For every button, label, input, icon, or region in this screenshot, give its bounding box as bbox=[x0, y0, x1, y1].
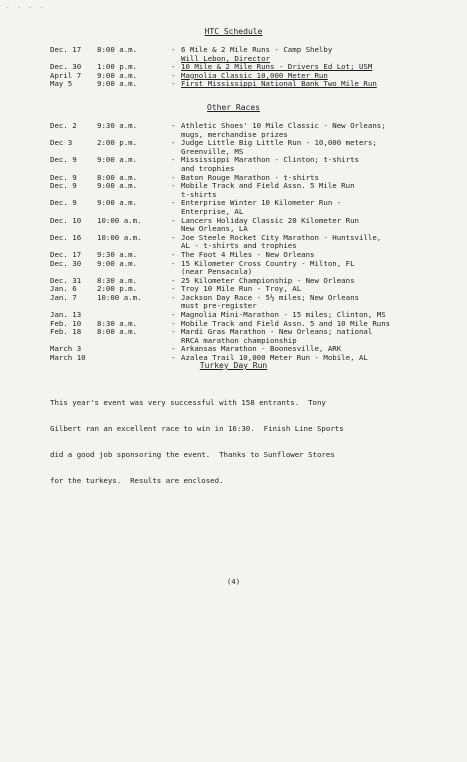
margin-specks: - - - - bbox=[6, 4, 46, 11]
row-time: 9:00 a.m. bbox=[97, 155, 138, 165]
row-description: Greenville, MS bbox=[181, 146, 244, 156]
row-dash: - bbox=[171, 292, 176, 302]
other-races-title: Other Races bbox=[207, 103, 260, 112]
row-description: Enterprise Winter 10 Kilometer Run - bbox=[181, 198, 342, 208]
row-description: mugs, merchandise prizes bbox=[181, 129, 288, 139]
other-races-list bbox=[50, 122, 467, 363]
row-description: Enterprise, AL bbox=[181, 206, 244, 216]
schedule-row bbox=[50, 182, 467, 191]
row-date: March 10 bbox=[50, 353, 86, 363]
row-date: Jan. 6 bbox=[50, 284, 77, 294]
row-description: First Mississippi National Bank Two Mile Run bbox=[181, 79, 377, 89]
row-time: 9:30 a.m. bbox=[97, 121, 138, 130]
row-date: Dec. 30 bbox=[50, 258, 82, 268]
row-description: Magnolia Mini-Marathon - 15 miles; Clinton, MS bbox=[181, 310, 386, 320]
row-dash: - bbox=[171, 327, 176, 337]
row-time: 10:00 a.m. bbox=[97, 232, 142, 242]
htc-schedule-title: HTC Schedule bbox=[204, 27, 263, 36]
row-dash: - bbox=[171, 284, 176, 294]
row-date: Jan. 13 bbox=[50, 310, 82, 320]
row-date: Dec. 17 bbox=[50, 45, 82, 54]
row-description: 10 Mile & 2 Mile Runs - Drivers Ed Lot; USM bbox=[181, 62, 373, 72]
row-dash: - bbox=[171, 232, 176, 242]
row-time: 9:00 a.m. bbox=[97, 181, 138, 191]
paragraph-line: This year's event was very successful with 158 entrants. Tony bbox=[50, 398, 326, 408]
row-time bbox=[97, 345, 171, 354]
row-dash: - bbox=[171, 121, 176, 130]
row-description: New Orleans, LA bbox=[181, 224, 248, 234]
schedule-row bbox=[50, 217, 467, 226]
page-number: (4) bbox=[226, 577, 241, 586]
row-dash: - bbox=[171, 172, 176, 182]
row-time: 9:00 a.m. bbox=[97, 258, 138, 268]
row-description: Magnolia Classic 10,000 Meter Run bbox=[181, 70, 328, 80]
row-time bbox=[97, 302, 171, 311]
row-description: Mississippi Marathon - Clinton; t-shirts bbox=[181, 155, 359, 165]
row-date: Dec. 30 bbox=[50, 62, 82, 72]
row-description: Mobile Track and Field Assn. 5 Mile Run bbox=[181, 181, 355, 191]
row-description: The Foot 4 Miles - New Orleans bbox=[181, 249, 315, 259]
row-dash: - bbox=[171, 79, 176, 89]
row-description: AL - t-shirts and trophies bbox=[181, 241, 297, 251]
row-description: Lancers Holiday Classic 20 Kilometer Run bbox=[181, 215, 359, 225]
turkey-day-paragraph bbox=[50, 382, 450, 502]
row-time: 9:00 a.m. bbox=[97, 198, 138, 208]
row-dash: - bbox=[171, 318, 176, 328]
row-dash: - bbox=[171, 275, 176, 285]
row-time: 8:00 a.m. bbox=[97, 327, 138, 337]
row-date: Jan. 7 bbox=[50, 292, 77, 302]
row-date: Dec. 2 bbox=[50, 121, 77, 130]
row-date: Feb. 10 bbox=[50, 318, 82, 328]
row-dash: - bbox=[171, 198, 176, 208]
row-time: 9:00 a.m. bbox=[97, 70, 138, 80]
row-description: Azalea Trail 10,000 Meter Run - Mobile, AL bbox=[181, 353, 368, 363]
turkey-day-title: Turkey Day Run bbox=[199, 361, 268, 370]
row-date: Dec 3 bbox=[50, 138, 73, 148]
htc-schedule-list bbox=[50, 46, 467, 89]
row-date: Dec. 9 bbox=[50, 172, 77, 182]
row-date: Dec. 17 bbox=[50, 249, 82, 259]
paragraph-line: for the turkeys. Results are enclosed. bbox=[50, 475, 224, 485]
row-dash: - bbox=[171, 155, 176, 165]
schedule-row bbox=[50, 80, 467, 89]
row-time: 8:30 a.m. bbox=[97, 275, 138, 285]
row-time: 10:00 a.m. bbox=[97, 292, 142, 302]
row-description: Joe Steele Rocket City Marathon - Huntsville, bbox=[181, 232, 382, 242]
row-description: 15 Kilometer Cross Country - Milton, FL bbox=[181, 258, 355, 268]
row-date: Dec. 10 bbox=[50, 215, 82, 225]
schedule-row bbox=[50, 260, 467, 269]
row-dash: - bbox=[171, 353, 176, 363]
row-dash: - bbox=[171, 258, 176, 268]
schedule-row bbox=[50, 294, 467, 303]
row-description: Judge Little Big Little Run - 10,000 meters; bbox=[181, 138, 377, 148]
schedule-row bbox=[50, 139, 467, 148]
row-date: April 7 bbox=[50, 70, 82, 80]
row-dash: - bbox=[171, 181, 176, 191]
row-time bbox=[97, 337, 171, 346]
row-time: 8:00 a.m. bbox=[97, 45, 138, 54]
paragraph-line: Gilbert ran an excellent race to win in 16:30. Finish Line Sports bbox=[50, 423, 344, 433]
row-description: t-shirts bbox=[181, 189, 217, 199]
row-description: Athletic Shoes' 10 Mile Classic - New Orleans; bbox=[181, 121, 386, 130]
row-description: Mobile Track and Field Assn. 5 and 10 Mile Runs bbox=[181, 318, 391, 328]
row-date: Dec. 9 bbox=[50, 181, 77, 191]
row-dash: - bbox=[171, 215, 176, 225]
row-dash: - bbox=[171, 62, 176, 72]
row-time: 8:30 a.m. bbox=[97, 318, 138, 328]
paragraph-line: did a good job sponsoring the event. Thanks to Sunflower Stores bbox=[50, 449, 335, 459]
row-description: Jackson Day Race - 5½ miles; New Orleans bbox=[181, 292, 359, 302]
row-time: 10:00 a.m. bbox=[97, 215, 142, 225]
row-dash: - bbox=[171, 310, 176, 320]
row-time: 9:00 a.m. bbox=[97, 79, 138, 89]
row-time: 1:00 p.m. bbox=[97, 62, 138, 72]
row-description: Mardi Gras Marathon - New Orleans; national bbox=[181, 327, 373, 337]
row-description: 6 Mile & 2 Mile Runs - Camp Shelby bbox=[181, 45, 333, 54]
row-time: 2:00 p.m. bbox=[97, 138, 138, 148]
row-date: Dec. 16 bbox=[50, 232, 82, 242]
row-description: 25 Kilometer Championship - New Orleans bbox=[181, 275, 355, 285]
row-dash: - bbox=[171, 138, 176, 148]
row-description: Will Lebon, Director bbox=[181, 53, 270, 63]
row-dash: - bbox=[171, 70, 176, 80]
row-date: Dec. 31 bbox=[50, 275, 82, 285]
schedule-row bbox=[50, 199, 467, 208]
row-date: Dec. 9 bbox=[50, 155, 77, 165]
row-dash: - bbox=[171, 344, 176, 354]
row-dash: - bbox=[171, 249, 176, 259]
row-description: Baton Rouge Marathon - t-shirts bbox=[181, 172, 319, 182]
row-description: (near Pensacola) bbox=[181, 267, 253, 277]
row-date: Dec. 9 bbox=[50, 198, 77, 208]
row-time: 8:00 a.m. bbox=[97, 172, 138, 182]
row-description: Troy 10 Mile Run - Troy, AL bbox=[181, 284, 302, 294]
row-description: Arkansas Marathon - Boonesville, ARK bbox=[181, 344, 342, 354]
row-date: May 5 bbox=[50, 79, 73, 89]
row-description: RRCA marathon championship bbox=[181, 335, 297, 345]
row-time: 2:00 p.m. bbox=[97, 284, 138, 294]
row-dash: - bbox=[171, 45, 176, 54]
row-date: Feb. 18 bbox=[50, 327, 82, 337]
schedule-row bbox=[50, 156, 467, 165]
row-date: March 3 bbox=[50, 344, 82, 354]
row-description: and trophies bbox=[181, 163, 235, 173]
row-time: 9:30 a.m. bbox=[97, 249, 138, 259]
row-description: must pre-register bbox=[181, 301, 257, 311]
